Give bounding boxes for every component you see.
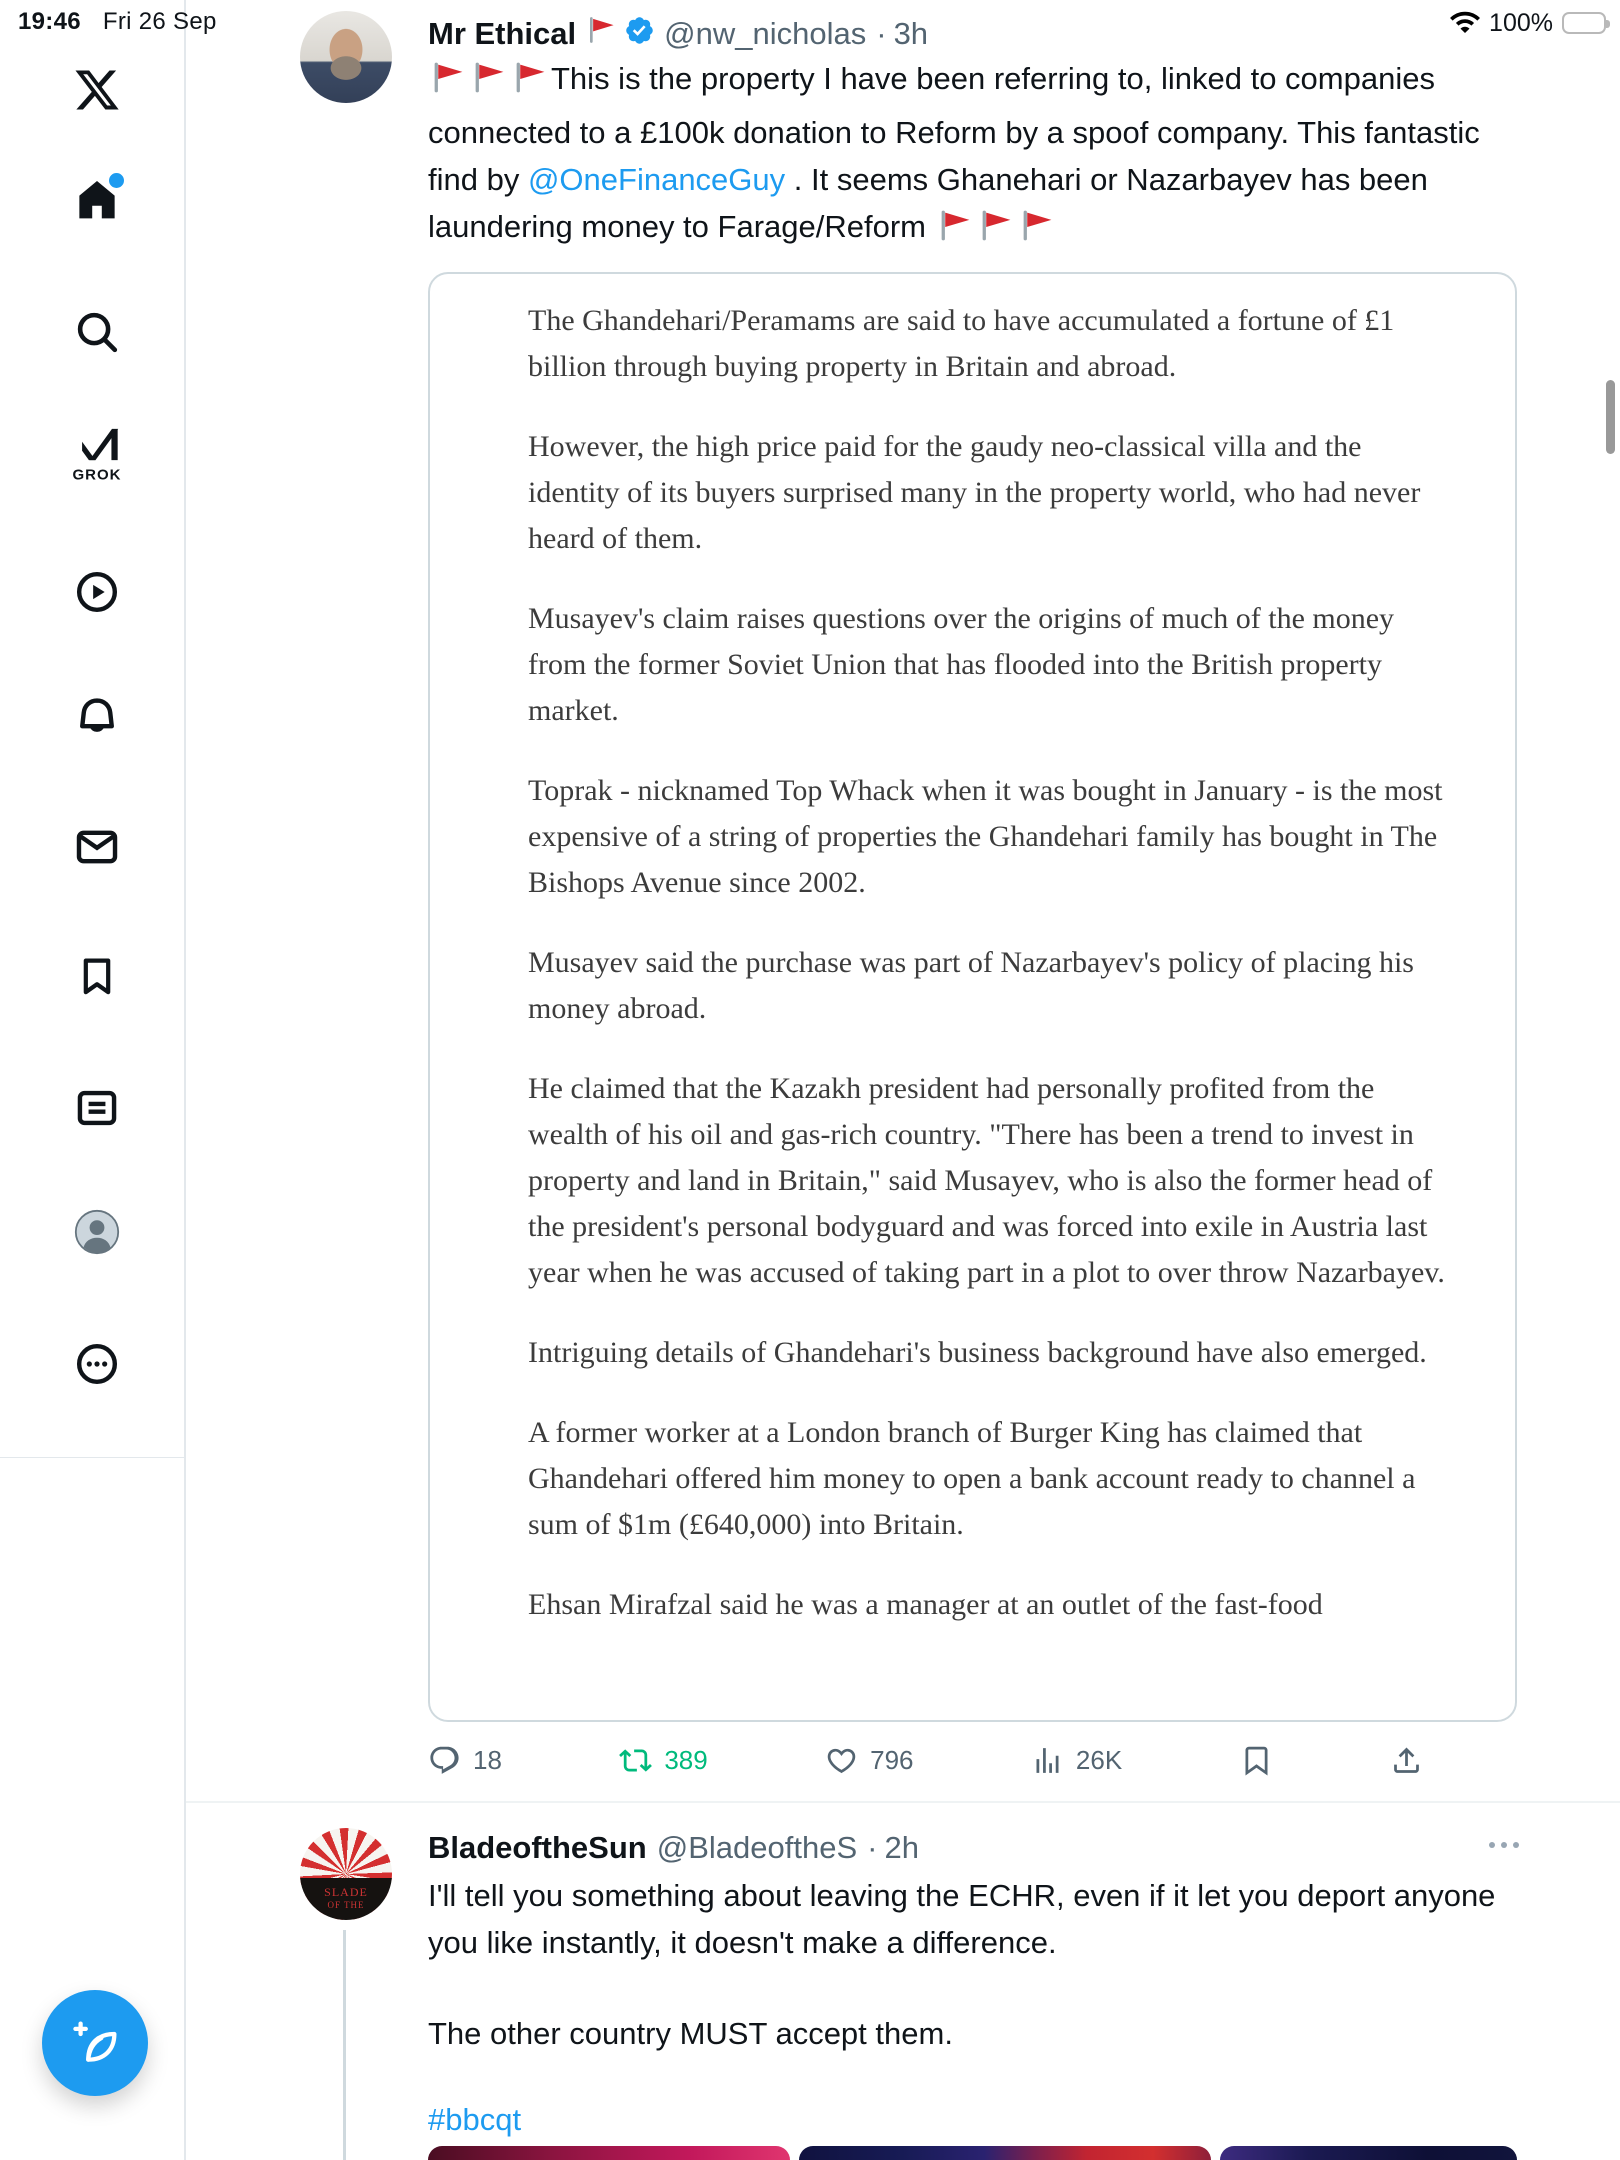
article-paragraph: Ehsan Mirafzal said he was a manager at an outlet of the fast-food bbox=[528, 1588, 1323, 1621]
sidebar-item-notifications[interactable] bbox=[74, 694, 120, 740]
home-icon bbox=[74, 177, 120, 223]
tweet1-handle[interactable]: @nw_nicholas bbox=[664, 16, 867, 51]
reply-count: 18 bbox=[473, 1744, 502, 1775]
bookmark-icon bbox=[75, 954, 119, 998]
tweet2-paragraph-1: I'll tell you something about leaving the ECHR, even if it let you deport anyone you like instantly, it doesn't make a difference. bbox=[428, 1878, 1496, 1960]
tweet1-text bbox=[428, 55, 1517, 257]
avatar-caption-line2: OF THE bbox=[327, 1899, 365, 1910]
header-dot: · bbox=[876, 16, 887, 51]
status-time-date bbox=[18, 8, 217, 36]
red-flag-icon bbox=[512, 59, 549, 109]
sidebar bbox=[0, 0, 186, 2160]
red-flag-icon bbox=[937, 207, 974, 257]
sidebar-item-profile[interactable] bbox=[73, 1208, 121, 1256]
red-flag-icon bbox=[471, 59, 508, 109]
reply-icon bbox=[428, 1744, 461, 1777]
bookmark-action-icon bbox=[1240, 1744, 1273, 1777]
article-paragraph: Musayev said the purchase was part of Nazarbayev's policy of placing his money abroad. bbox=[528, 946, 1414, 1025]
search-icon bbox=[74, 309, 120, 355]
article-paragraph: Toprak - nicknamed Top Whack when it was bought in January - is the most expensive of a string of properties the Ghandehari family has bought in The Bishops Avenue since 2002. bbox=[528, 774, 1443, 899]
tweet2-timestamp: 2h bbox=[884, 1830, 919, 1865]
timeline bbox=[184, 0, 1620, 2160]
media-segment bbox=[799, 2146, 1211, 2160]
grok-icon bbox=[75, 421, 119, 465]
thread-connector-line bbox=[343, 1930, 346, 2160]
tweet2-handle[interactable]: @BladeoftheS bbox=[656, 1830, 858, 1865]
tweet1-action-bar bbox=[428, 1738, 1423, 1782]
tweet2-display-name[interactable]: BladeoftheSun bbox=[428, 1830, 647, 1865]
red-flag-icon bbox=[1019, 207, 1056, 257]
sidebar-item-search[interactable] bbox=[74, 309, 120, 355]
view-count: 26K bbox=[1075, 1744, 1123, 1775]
share-icon bbox=[1390, 1744, 1423, 1777]
x-logo-icon bbox=[73, 66, 121, 114]
tweet1-text-part1: This is the property I have been referring to, linked to companies connected to a £100k donation to Reform by a spoof company. This fantastic find by bbox=[428, 61, 1480, 197]
repost-button[interactable] bbox=[619, 1744, 707, 1777]
status-date: Fri 26 Sep bbox=[102, 8, 217, 35]
bell-icon bbox=[74, 694, 120, 740]
more-dots-icon bbox=[1501, 1842, 1507, 1848]
avatar-caption-line1: SLADE bbox=[324, 1884, 368, 1899]
sidebar-item-video[interactable] bbox=[74, 569, 120, 615]
tweet1-timestamp: 3h bbox=[893, 16, 929, 51]
more-dots-icon bbox=[1489, 1842, 1495, 1848]
sidebar-item-more[interactable] bbox=[74, 1341, 120, 1387]
hashtag-link[interactable]: #bbcqt bbox=[428, 2102, 522, 2137]
reply-button[interactable] bbox=[428, 1744, 502, 1777]
tweet-separator bbox=[184, 1801, 1620, 1803]
article-paragraph: However, the high price paid for the gaudy neo-classical villa and the identity of its buyers surprised many in the property world, who had never heard of them. bbox=[528, 430, 1421, 555]
mention-link[interactable]: @OneFinanceGuy bbox=[527, 162, 786, 197]
repost-icon bbox=[619, 1744, 652, 1777]
mail-icon bbox=[74, 824, 120, 870]
article-paragraph: The Ghandehari/Peramams are said to have accumulated a fortune of £1 billion through buying property in Britain and abroad. bbox=[528, 304, 1395, 383]
red-flag-icon bbox=[978, 207, 1015, 257]
sidebar-item-x-home-logo[interactable] bbox=[73, 66, 121, 114]
views-icon bbox=[1031, 1744, 1064, 1777]
header-dot: · bbox=[867, 1830, 878, 1865]
more-dots-icon bbox=[1513, 1842, 1519, 1848]
compose-button[interactable] bbox=[42, 1990, 148, 2096]
tweet2-paragraph-2: The other country MUST accept them. bbox=[428, 2016, 953, 2051]
red-flag-icon bbox=[430, 59, 467, 109]
article-paragraph: A former worker at a London branch of Burger King has claimed that Ghandehari offered him money to open a bank account ready to channel a sum of $1m (£640,000) into Britain. bbox=[528, 1416, 1416, 1541]
article-paragraph: Intriguing details of Ghandehari's business background have also emerged. bbox=[528, 1336, 1427, 1369]
sidebar-item-home[interactable] bbox=[74, 177, 120, 223]
status-indicators bbox=[1450, 8, 1606, 38]
embedded-article-image[interactable] bbox=[428, 272, 1517, 1722]
sidebar-item-grok[interactable] bbox=[73, 421, 122, 484]
wifi-icon bbox=[1450, 8, 1480, 38]
play-icon bbox=[74, 569, 120, 615]
sidebar-item-lists[interactable] bbox=[74, 1085, 120, 1131]
article-paragraph: Musayev's claim raises questions over the origins of much of the money from the former Soviet Union that has flooded into the British property market. bbox=[528, 602, 1395, 727]
tweet2-header bbox=[428, 1830, 919, 1866]
more-circle-icon bbox=[74, 1341, 120, 1387]
sidebar-item-messages[interactable] bbox=[74, 824, 120, 870]
like-count: 796 bbox=[870, 1744, 914, 1775]
profile-avatar-icon bbox=[73, 1208, 121, 1256]
grok-label: GROK bbox=[72, 466, 122, 484]
scrollbar-thumb[interactable] bbox=[1606, 380, 1615, 454]
media-segment bbox=[1220, 2146, 1517, 2160]
bookmark-button[interactable] bbox=[1240, 1744, 1273, 1777]
tweet2-more-button[interactable] bbox=[1483, 1836, 1525, 1854]
battery-percent: 100% bbox=[1489, 8, 1553, 37]
article-text bbox=[430, 274, 1515, 1628]
tweet2-avatar-caption bbox=[300, 1878, 392, 1920]
sidebar-item-bookmarks[interactable] bbox=[75, 954, 119, 998]
tweet2-media-image[interactable] bbox=[428, 2146, 1517, 2160]
views-button[interactable] bbox=[1031, 1744, 1122, 1777]
tweet1-text-part2: . It seems Ghanehari or Nazarbayev has been laundering money to Farage/Reform bbox=[428, 162, 1428, 244]
media-segment bbox=[428, 2146, 790, 2160]
lists-icon bbox=[74, 1085, 120, 1131]
repost-count: 389 bbox=[664, 1744, 708, 1775]
article-paragraph: He claimed that the Kazakh president had personally profited from the wealth of his oil and gas-rich country. "There has been a trend to invest in property and land in Britain," said Musayev, who is also the former head of the president's personal bodyguard and was forced into exile in Austria last year when he was accused of taking part in a plot to over throw Nazarbayev. bbox=[528, 1072, 1445, 1289]
sidebar-divider bbox=[0, 1457, 184, 1458]
tweet1-display-name[interactable]: Mr Ethical bbox=[428, 16, 577, 51]
share-button[interactable] bbox=[1390, 1744, 1423, 1777]
like-icon bbox=[825, 1744, 858, 1777]
like-button[interactable] bbox=[825, 1744, 913, 1777]
battery-icon bbox=[1562, 12, 1606, 34]
tweet-mr-ethical bbox=[184, 0, 1620, 1782]
tweet2-avatar[interactable] bbox=[300, 1828, 392, 1920]
home-notification-dot bbox=[109, 173, 124, 188]
clock: 19:46 bbox=[18, 8, 81, 35]
compose-feather-icon bbox=[68, 2016, 122, 2070]
status-bar bbox=[0, 0, 1620, 44]
